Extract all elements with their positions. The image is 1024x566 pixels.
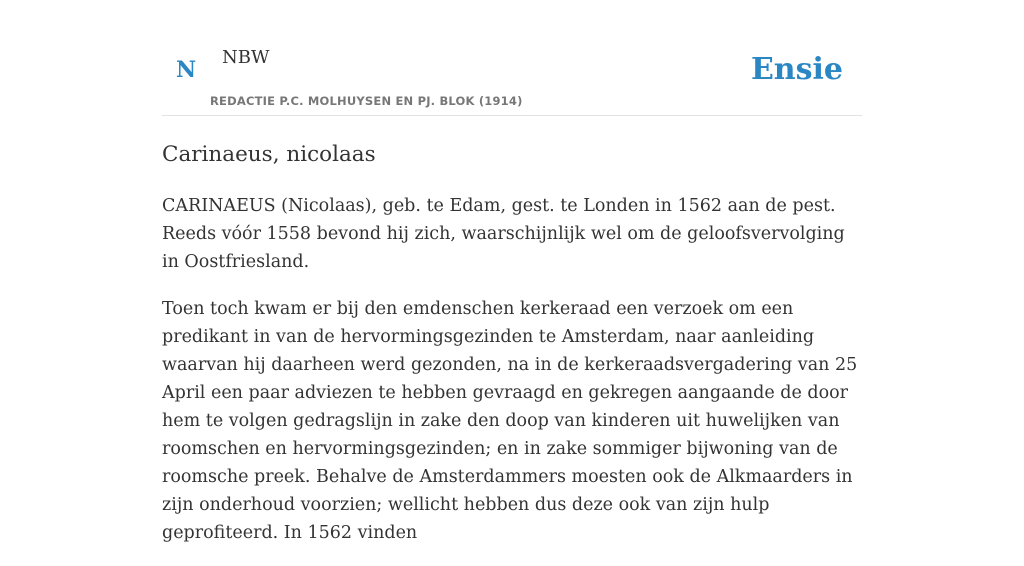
page-container [162, 0, 862, 543]
brand-logo-link[interactable]: Ensie [750, 52, 843, 87]
article-paragraph: Toen toch kwam er bij den emdenschen kerkeraad een verzoek om een predikant in van de hervormingsgezinden te Amsterdam, naar aanleiding waarvan hij daarheen werd gezonden, na in de kerkeraadsvergadering van 25 April een paar adviezen te hebben gevraagd en gekregen aangaande de door hem te volgen gedragslijn in zake den doop van kinderen uit huwelijken van roomschen en hervormingsgezinden; en in zake sommiger bijwoning van de roomsche preek. Behalve de Amsterdammers moesten ook de Alkmaarders in zijn onderhoud voorzien; wellicht hebben dus deze ook van zijn hulp geprofiteerd. In 1562 vinden [162, 299, 858, 543]
source-subtitle: REDACTIE P.C. MOLHUYSEN EN PJ. BLOK (1914) [210, 94, 523, 108]
page-header [162, 0, 862, 116]
source-logo-icon[interactable]: N [176, 57, 197, 83]
source-name-link[interactable]: NBW [222, 47, 270, 68]
article-paragraph: CARINAEUS (Nicolaas), geb. te Edam, gest. te Londen in 1562 aan de pest. Reeds vóór 1558 bevond hij zich, waarschijnlijk wel om de geloofsvervolging in Oostfriesland. [162, 196, 845, 272]
article-body [162, 192, 862, 566]
article-title: Carinaeus, nicolaas [162, 142, 376, 167]
